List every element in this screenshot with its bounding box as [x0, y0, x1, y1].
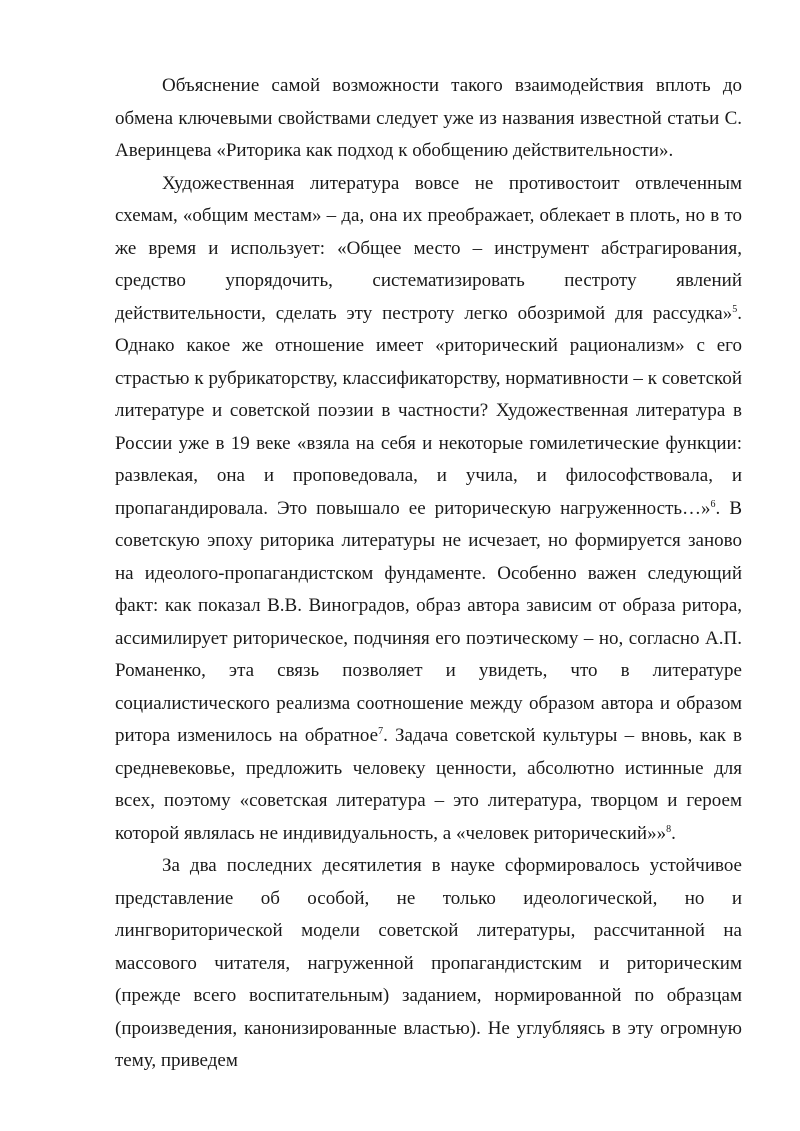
paragraph-text: Художественная литература вовсе не противостоит отвлеченным схемам, «общим местам» – да, она их преображает, облекает в плоть, но в то же время и использует: «Общее место – инструмент абстрагирования, средство упорядочить, систематизировать пестроту явлений действительности, сделать эту пестроту легко обозримой для рассудка»	[115, 172, 742, 324]
paragraph-text: За два последних десятилетия в науке сформировалось устойчивое представление об особой, не только идеологической, но и лингвориторической модели советской литературы, рассчитанной на массового читателя, нагруженной пропагандистским и риторическим (прежде всего воспитательным) заданием, нормированной по образцам (произведения, канонизированные властью). Не углубляясь в эту огромную тему, приведем	[115, 855, 742, 1071]
paragraph-text: Объяснение самой возможности такого взаимодействия вплоть до обмена ключевыми свойствами следует уже из названия известной статьи С. Аверинцева «Риторика как подход к обобщению действительности».	[115, 75, 742, 161]
footnote-ref: 8	[666, 823, 672, 835]
paragraph-text: . Задача советской культуры – вновь, как в средневековье, предложить человеку ценности, абсолютно истинные для всех, поэтому «советская литература – это литература, творцом и героем которой являлась не индивидуальность, а «человек риторический»»	[115, 725, 743, 844]
footnote-ref: 7	[378, 726, 384, 737]
paragraph-text: .	[671, 822, 676, 844]
footnote-ref: 6	[710, 498, 716, 510]
paragraph	[115, 850, 742, 1078]
paragraph	[115, 70, 742, 168]
paragraph-text: . Однако какое же отношение имеет «риторический рационализм» с его страстью к рубрикаторству, классификаторству, нормативности – к советской литературе и советской поэзии в частности? Художественная литература в России уже в 19 веке «взяла на себя и некоторые гомилетические функции: развлекая, она и проповедовала, и учила, и философствовала, и пропагандировала. Это повышало ее риторическую нагруженность…»	[115, 302, 742, 519]
footnote-ref: 5	[732, 303, 738, 315]
paragraph-text: . В советскую эпоху риторика литературы не исчезает, но формируется заново на идеолого-пропагандистском фундаменте. Особенно важен следующий факт: как показал В.В. Виноградов, образ автора зависим от образа ритора, ассимилирует риторическое, подчиняя его поэтическому – но, согласно А.П. Романенко, эта связь позволяет и увидеть, что в литературе социалистического реализма соотношение между образом автора и образом ритора изменилось на обратное	[115, 497, 742, 746]
paragraph	[115, 168, 742, 851]
document-text-body	[115, 70, 742, 1078]
